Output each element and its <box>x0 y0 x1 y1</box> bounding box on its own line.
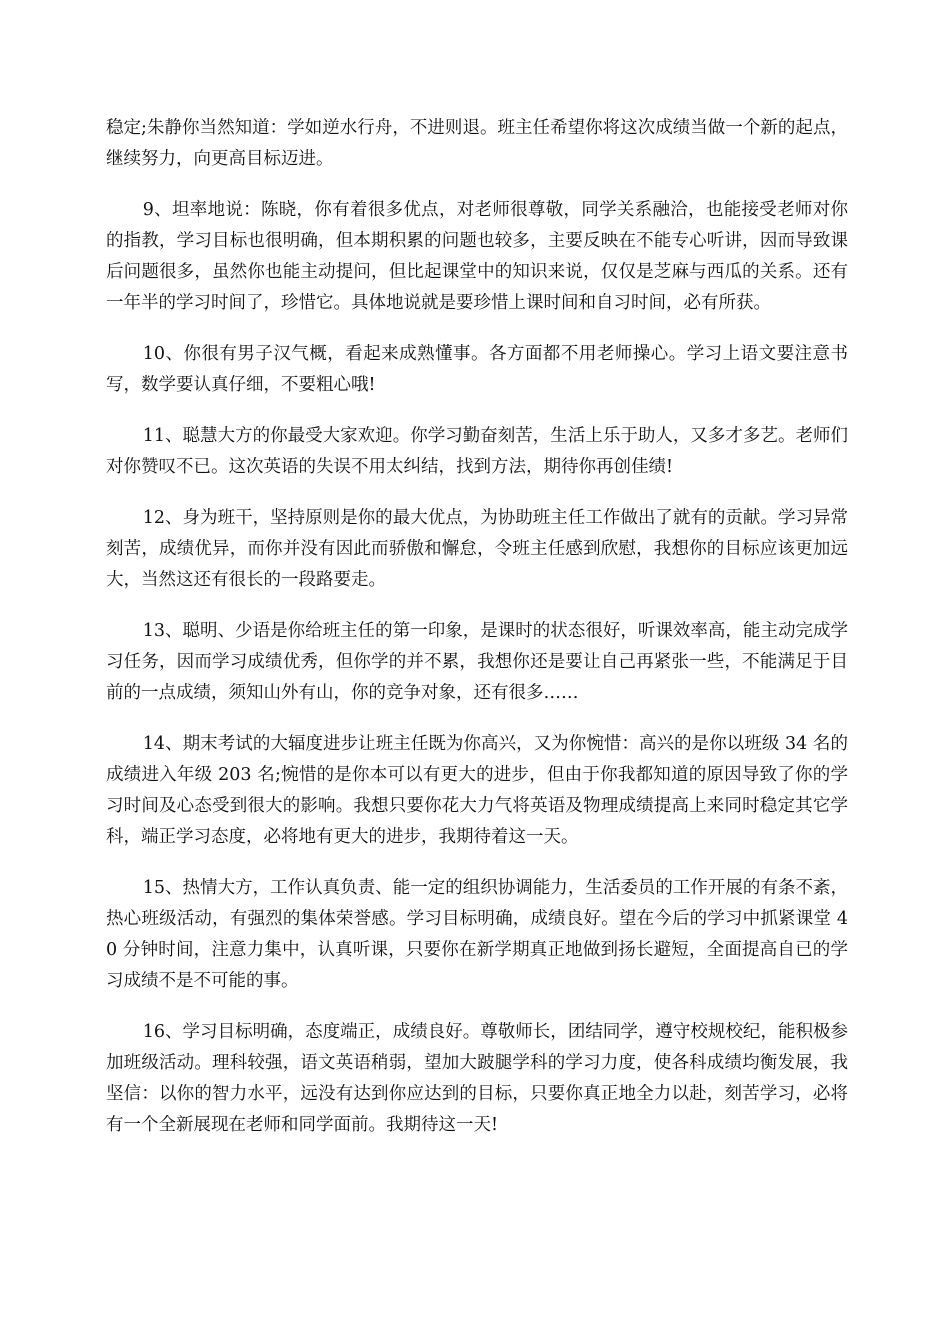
paragraph-item-11: 11、聪慧大方的你最受大家欢迎。你学习勤奋刻苦，生活上乐于助人，又多才多艺。老师们对你赞叹不已。这次英语的失误不用太纠结，找到方法，期待你再创佳绩! <box>106 426 848 477</box>
paragraph-continuation: 稳定;朱静你当然知道：学如逆水行舟，不进则退。班主任希望你将这次成绩当做一个新的起点，继续努力，向更高目标迈进。 <box>106 118 848 169</box>
paragraph-item-13: 13、聪明、少语是你给班主任的第一印象，是课时的状态很好，听课效率高，能主动完成学习任务，因而学习成绩优秀，但你学的并不累，我想你还是要让自己再紧张一些，不能满足于目前的一点成绩，须知山外有山，你的竞争对象，还有很多…… <box>106 621 848 703</box>
paragraph-item-9: 9、坦率地说：陈晓，你有着很多优点，对老师很尊敬，同学关系融洽，也能接受老师对你的指教，学习目标也很明确，但本期积累的问题也较多，主要反映在不能专心听讲，因而导致课后问题很多，虽然你也能主动提问，但比起课堂中的知识来说，仅仅是芝麻与西瓜的关系。还有一年半的学习时间了，珍惜它。具体地说就是要珍惜上课时间和自习时间，必有所获。 <box>106 200 848 313</box>
paragraph-item-10: 10、你很有男子汉气概，看起来成熟懂事。各方面都不用老师操心。学习上语文要注意书写，数学要认真仔细，不要粗心哦! <box>106 344 848 395</box>
paragraph-item-14: 14、期末考试的大辐度进步让班主任既为你高兴，又为你惋惜：高兴的是你以班级 34 名的成绩进入年级 203 名;惋惜的是你本可以有更大的进步，但由于你我都知道的原因导致了你的学习时间及心态受到很大的影响。我想只要你花大力气将英语及物理成绩提高上来同时稳定其它学科，端正学习态度，必将地有更大的进步，我期待着这一天。 <box>106 734 848 847</box>
paragraph-item-16: 16、学习目标明确，态度端正，成绩良好。尊敬师长，团结同学，遵守校规校纪，能积极参加班级活动。理科较强，语文英语稍弱，望加大跛腿学科的学习力度，使各科成绩均衡发展，我坚信：以你的智力水平，远没有达到你应达到的目标，只要你真正地全力以赴，刻苦学习，必将有一个全新展现在老师和同学面前。我期待这一天! <box>106 1022 848 1135</box>
paragraph-item-15: 15、热情大方，工作认真负责、能一定的组织协调能力，生活委员的工作开展的有条不紊，热心班级活动，有强烈的集体荣誉感。学习目标明确，成绩良好。望在今后的学习中抓紧课堂 40 分钟时间，注意力集中，认真听课，只要你在新学期真正地做到扬长避短，全面提高自已的学习成绩不是不可能的事。 <box>106 878 848 991</box>
paragraph-item-12: 12、身为班干，坚持原则是你的最大优点，为协助班主任工作做出了就有的贡献。学习异常刻苦，成绩优异，而你并没有因此而骄傲和懈怠，令班主任感到欣慰，我想你的目标应该更加远大，当然这还有很长的一段路要走。 <box>106 508 848 590</box>
document-page <box>106 113 848 1161</box>
